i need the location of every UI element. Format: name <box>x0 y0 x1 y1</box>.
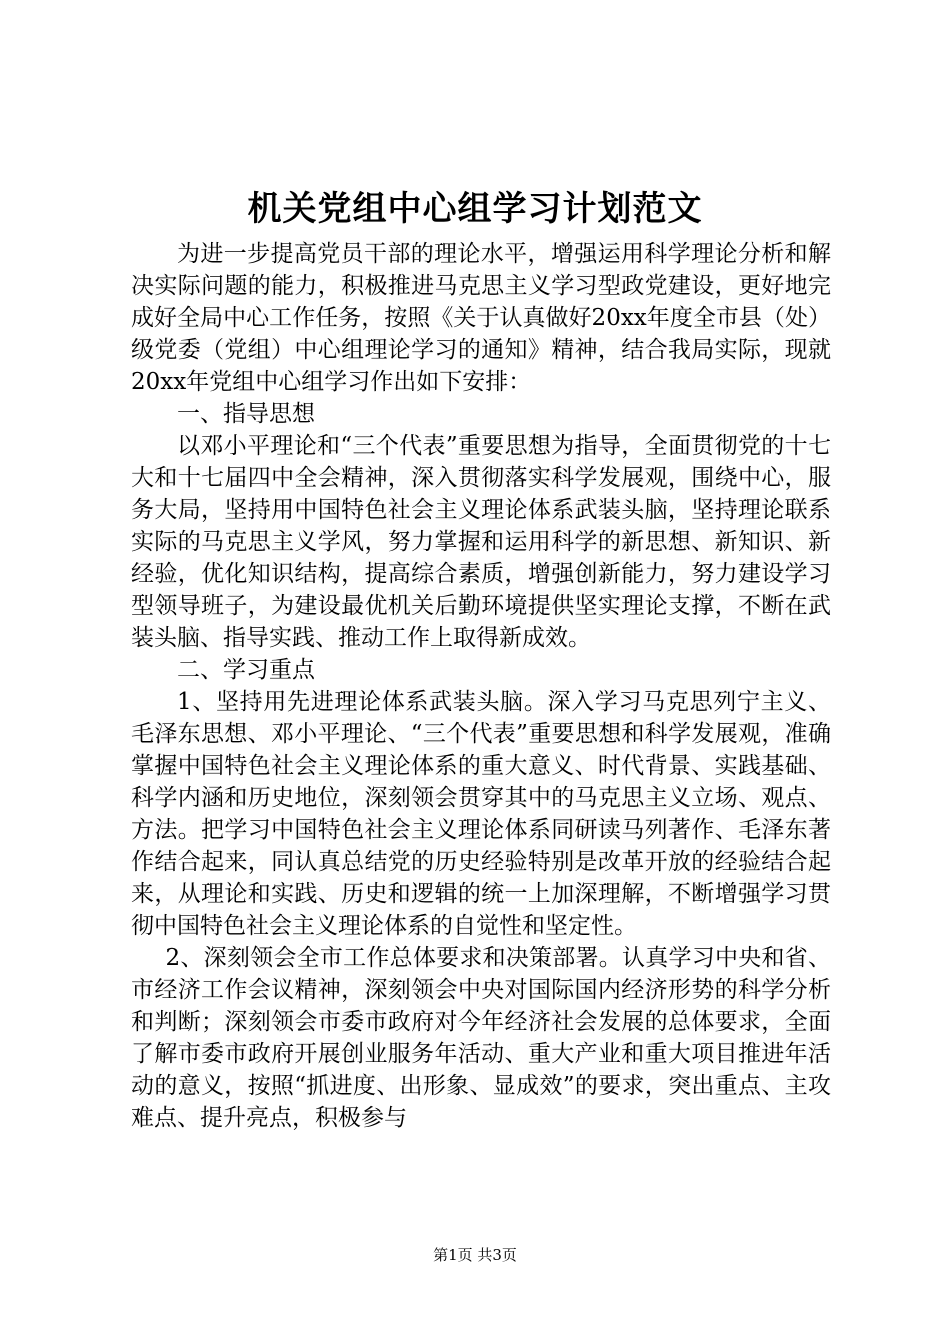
section-heading-guiding-thought: 一、指导思想 <box>177 401 315 427</box>
study-focus-item-2: 2、深刻领会全市工作总体要求和决策部署。认真学习中央和省、市经济工作会议精神，深刻领会中央对国际国内经济形势的科学分析和判断；深刻领会市委市政府对今年经济社会发展的总体要求，全面了解市委市政府开展创业服务年活动、重大产业和重大项目推进年活动的意义，按照“抓进度、出形象、显成效”的要求，突出重点、主攻难点、提升亮点，积极参与 <box>131 945 831 1131</box>
document-title: 机关党组中心组学习计划范文 <box>247 189 703 229</box>
study-focus-item-1: 1、坚持用先进理论体系武装头脑。深入学习马克思列宁主义、毛泽东思想、邓小平理论、“三个代表”重要思想和科学发展观，准确掌握中国特色社会主义理论体系的重大意义、时代背景、实践基础、科学内涵和历史地位，深刻领会贯穿其中的马克思主义立场、观点、方法。把学习中国特色社会主义理论体系同研读马列著作、毛泽东著作结合起来，同认真总结党的历史经验特别是改革开放的经验结合起来，从理论和实践、历史和逻辑的统一上加深理解，不断增强学习贯彻中国特色社会主义理论体系的自觉性和坚定性。 <box>131 689 831 939</box>
intro-paragraph: 为进一步提高党员干部的理论水平，增强运用科学理论分析和解决实际问题的能力，积极推进马克思主义学习型政党建设，更好地完成好全局中心工作任务，按照《关于认真做好20xx年度全市县（处）级党委（党组）中心组理论学习的通知》精神，结合我局实际，现就20xx年党组中心组学习作出如下安排： <box>131 241 831 395</box>
document-body <box>131 238 831 1134</box>
section-heading-study-focus: 二、学习重点 <box>177 657 315 683</box>
page-number-footer: 第1页 共3页 <box>433 1246 517 1264</box>
guiding-thought-paragraph: 以邓小平理论和“三个代表”重要思想为指导，全面贯彻党的十七大和十七届四中全会精神，深入贯彻落实科学发展观，围绕中心，服务大局，坚持用中国特色社会主义理论体系武装头脑，坚持理论联系实际的马克思主义学风，努力掌握和运用科学的新思想、新知识、新经验，优化知识结构，提高综合素质，增强创新能力，努力建设学习型领导班子，为建设最优机关后勤环境提供坚实理论支撑，不断在武装头脑、指导实践、推动工作上取得新成效。 <box>131 433 831 651</box>
